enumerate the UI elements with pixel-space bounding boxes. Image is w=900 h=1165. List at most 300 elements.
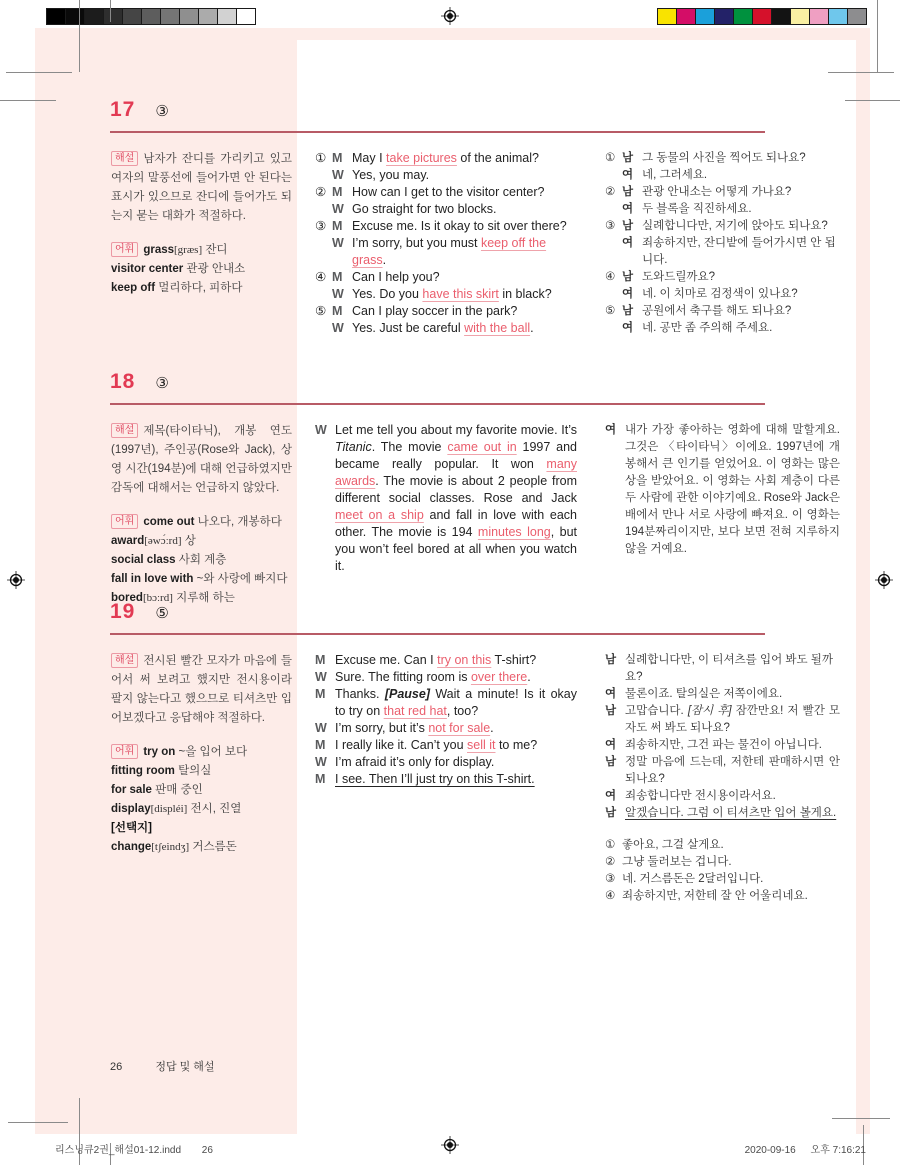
line-text: [335, 422, 577, 575]
text-segment: Excuse me. Can I: [335, 653, 438, 667]
speaker-label: 남: [605, 756, 617, 768]
highlight-phrase: Titanic: [335, 440, 372, 454]
speaker-label: M: [332, 270, 343, 284]
speaker-label: 여: [605, 790, 617, 802]
dialogue-line: [605, 805, 840, 822]
speaker-label: W: [315, 721, 327, 735]
text-segment: May I: [352, 151, 387, 165]
line-number: [315, 286, 332, 303]
grayscale-calibration-bar: [46, 8, 256, 25]
vocab-term: try on: [143, 746, 176, 758]
line-number: [605, 286, 622, 303]
text-segment: and fall in love with each other. The movie is 194: [335, 508, 578, 539]
line-text: [335, 771, 577, 788]
text-segment: . The movie: [371, 440, 448, 454]
pink-right-strip: [856, 28, 870, 1134]
speaker-label: M: [315, 772, 326, 786]
registration-mark-icon: [7, 571, 25, 589]
vocab-meaning: 나오다, 개봉하다: [194, 516, 282, 528]
dialogue-line: [315, 737, 577, 754]
pink-top-strip: [35, 28, 870, 40]
section-rule: [110, 131, 765, 133]
line-number: ④: [315, 270, 327, 284]
dialogue-line: [315, 771, 577, 788]
color-swatch: [714, 9, 733, 24]
dialogue-script-column: [315, 652, 577, 788]
dialogue-line: [315, 269, 577, 286]
line-number: ①: [605, 152, 616, 164]
vocab-meaning: 관광 안내소: [183, 263, 246, 275]
color-swatch: [828, 9, 847, 24]
speaker-label: 남: [622, 271, 634, 283]
crop-mark: [877, 0, 878, 72]
dialogue-line: [605, 235, 840, 269]
explanation-text: 제목(타이타닉), 개봉 연도(1997년), 주인공(Rose와 Jack), 상영 시간(194분)에 대해 언급하였지만 감독에 대해서는 언급하지 않았다.: [111, 425, 292, 494]
dialogue-line: [605, 269, 840, 286]
highlight-phrase: minutes long: [477, 525, 551, 539]
speaker-label: 남: [622, 220, 634, 232]
explanation-text: 전시된 빨간 모자가 마음에 들어서 써 보려고 했지만 전시용이라 팔지 않는다고 했으므로 티셔츠만 입어보겠다고 응답해야 적절하다.: [111, 655, 292, 724]
crop-mark: [6, 72, 72, 73]
dialogue-line: [315, 422, 577, 575]
dialogue-line: [315, 669, 577, 686]
vocab-meaning: 멀리하다, 피하다: [155, 282, 243, 294]
line-text: [335, 754, 577, 771]
highlight-phrase: many awards: [335, 457, 577, 488]
dialogue-line: [605, 837, 840, 854]
speaker-label: 남: [605, 807, 617, 819]
vocab-divider-label: [선택지]: [111, 822, 152, 834]
highlight-phrase: meet on a ship: [335, 508, 424, 522]
speaker-label: 남: [622, 152, 634, 164]
text-segment: I’m sorry, but it’s: [335, 721, 429, 735]
grayscale-swatch: [160, 9, 179, 24]
section-answer: ③: [155, 375, 169, 392]
speaker-label: 여: [622, 288, 634, 300]
text-segment: 잠깐만요! 저 빨간 모자도 써 봐도 되나요?: [625, 705, 840, 734]
line-text: [642, 184, 840, 201]
line-number: [315, 235, 332, 269]
vocab-list: [111, 241, 292, 298]
vocab-term: change: [111, 841, 152, 853]
line-number: [605, 167, 622, 184]
vocab-meaning: 탈의실: [174, 765, 212, 777]
dialogue-line: [605, 422, 840, 558]
vocab-badge: 어휘: [111, 242, 138, 257]
line-text: [642, 167, 840, 184]
dialogue-line: [605, 320, 840, 337]
line-text: [625, 788, 840, 805]
slug-time: 오후 7:16:21: [810, 1145, 866, 1156]
speaker-label: 남: [605, 705, 617, 717]
line-number: ④: [605, 890, 616, 902]
line-text: [642, 269, 840, 286]
line-text: [352, 286, 577, 303]
explanation-badge: 해설: [111, 653, 138, 668]
text-segment: 1997 and became really popular. It won: [335, 440, 577, 471]
line-number: ③: [605, 220, 616, 232]
slug-date: 2020-09-16: [744, 1145, 796, 1156]
crop-mark: [8, 1122, 68, 1123]
line-text: [335, 652, 577, 669]
crop-mark: [79, 0, 80, 72]
section-heading: [110, 370, 169, 394]
vocab-meaning: 거스름돈: [189, 841, 237, 853]
slug-page: 26: [201, 1145, 213, 1156]
slug-file: 리스닝큐2권_해설01-12.indd: [55, 1145, 182, 1156]
vocab-entry: [111, 762, 292, 781]
crop-mark: [845, 100, 900, 101]
speaker-label: M: [332, 151, 343, 165]
text-segment: 실례합니다만, 저기에 앉아도 되나요?: [642, 220, 828, 232]
grayscale-swatch: [236, 9, 255, 24]
vocab-entry: [111, 800, 292, 819]
line-number: ①: [315, 151, 327, 165]
vocab-entry: [111, 743, 292, 762]
crop-mark: [828, 72, 894, 73]
line-text: [625, 686, 840, 703]
vocab-term: come out: [143, 516, 195, 528]
vocab-entry: [111, 532, 292, 551]
text-segment: How can I get to the visitor center?: [352, 185, 545, 199]
text-segment: 공원에서 축구를 해도 되나요?: [642, 305, 792, 317]
translation-column: [605, 150, 840, 337]
registration-mark-icon: [875, 571, 893, 589]
dialogue-line: [605, 686, 840, 703]
dialogue-line: [605, 652, 840, 686]
text-segment: , too?: [446, 704, 479, 718]
vocab-term: grass: [143, 244, 175, 256]
text-segment: Can I help you?: [352, 270, 440, 284]
vocab-term: award: [111, 535, 145, 547]
dialogue-line: [605, 184, 840, 201]
line-text: [625, 805, 840, 822]
text-segment: Can I play soccer in the park?: [352, 304, 518, 318]
page-footer: [110, 1058, 215, 1074]
color-swatch: [658, 9, 676, 24]
line-text: [625, 703, 840, 737]
speaker-label: 남: [622, 186, 634, 198]
line-text: [352, 235, 577, 269]
text-segment: 도와드릴까요?: [642, 271, 716, 283]
line-text: [622, 871, 840, 888]
vocab-meaning: 전시, 진열: [187, 803, 242, 815]
line-number: ⑤: [315, 304, 327, 318]
text-segment: 죄송합니다만 전시용이라서요.: [625, 790, 776, 802]
line-number: [315, 201, 332, 218]
speaker-label: 여: [622, 169, 634, 181]
section-number: 17: [110, 98, 136, 121]
text-segment: I really like it. Can’t you: [335, 738, 467, 752]
line-number: ③: [315, 219, 327, 233]
section-number: 18: [110, 370, 136, 393]
text-segment: 좋아요, 그걸 살게요.: [622, 839, 724, 851]
dialogue-line: [315, 150, 577, 167]
dialogue-line: [605, 218, 840, 235]
page-number: 26: [110, 1061, 123, 1073]
speaker-label: W: [332, 202, 344, 216]
text-segment: . The movie is about 2 people from different social classes. Rose and Jack: [335, 474, 577, 505]
section-answer: ③: [155, 103, 169, 120]
speaker-label: 여: [622, 322, 634, 334]
explanation-badge: 해설: [111, 151, 138, 166]
vocab-term: bored: [111, 592, 143, 604]
vocab-term: for sale: [111, 784, 152, 796]
dialogue-line: [315, 167, 577, 184]
vocab-entry: [111, 241, 292, 260]
line-text: [642, 303, 840, 320]
dialogue-line: [605, 303, 840, 320]
text-segment: 네. 이 치마로 검정색이 있나요?: [642, 288, 798, 300]
text-segment: .: [530, 321, 534, 335]
vocab-list: [111, 743, 292, 857]
text-segment: 죄송하지만, 저한테 잘 안 어울리네요.: [622, 890, 808, 902]
line-text: [642, 201, 840, 218]
explanation-paragraph: [111, 652, 292, 728]
dialogue-line: [315, 652, 577, 669]
speaker-label: W: [332, 236, 344, 250]
dialogue-line: [315, 754, 577, 771]
highlight-phrase: have this skirt: [422, 287, 499, 301]
highlight-phrase: try on this: [437, 653, 492, 667]
crop-mark: [832, 1118, 890, 1119]
speaker-label: 여: [605, 424, 617, 436]
text-segment: 네. 공만 좀 주의해 주세요.: [642, 322, 773, 334]
section-rule: [110, 403, 765, 405]
text-segment: 두 블록을 직진하세요.: [642, 203, 752, 215]
dialogue-line: [605, 788, 840, 805]
text-segment: , but you won’t feel bored at all when you watch it.: [335, 525, 578, 573]
vocab-pronunciation: [bɔːrd]: [142, 592, 173, 604]
highlight-phrase: not for sale: [428, 721, 491, 735]
dialogue-line: [605, 703, 840, 737]
text-segment: 정말 마음에 드는데, 저한테 판매하시면 안 되나요?: [625, 756, 840, 785]
section-sidebar: [111, 422, 292, 608]
section-sidebar: [111, 652, 292, 857]
text-segment: 그냥 둘러보는 겁니다.: [622, 856, 732, 868]
explanation-paragraph: [111, 150, 292, 226]
grayscale-swatch: [84, 9, 103, 24]
speaker-label: W: [315, 755, 327, 769]
line-text: [622, 837, 840, 854]
dialogue-line: [605, 167, 840, 184]
dialogue-line: [315, 303, 577, 320]
section-answer: ⑤: [155, 605, 169, 622]
color-swatch: [790, 9, 809, 24]
line-text: [622, 854, 840, 871]
text-segment: T-shirt?: [491, 653, 537, 667]
text-segment: 실례합니다만, 이 티셔츠를 입어 봐도 될까요?: [625, 654, 834, 683]
highlight-phrase: over there: [470, 670, 528, 684]
vocab-entry: [111, 279, 292, 298]
dialogue-line: [605, 754, 840, 788]
section-rule: [110, 633, 765, 635]
text-segment: 죄송하지만, 그건 파는 물건이 아닙니다.: [625, 739, 822, 751]
line-text: [625, 422, 840, 558]
dialogue-line: [315, 218, 577, 235]
text-segment: 내가 가장 좋아하는 영화에 대해 말할게요. 그것은 〈타이타닉〉이에요. 1997년에 개봉해서 큰 인기를 얻었어요. 이 영화는 많은 상을 받았어요. 이 영화는 사회 계층이 다른 두 사람에 관한 이야기예요. Rose와 Jack은 배에서 만나 서로 사랑에 빠져요. 이 영화는 194분짜리이지만, 보다 보면 전혀 지루하지 않을 거예요.: [625, 424, 840, 555]
speaker-label: M: [315, 738, 326, 752]
text-segment: Yes. Just be careful: [352, 321, 465, 335]
section-heading: [110, 98, 169, 122]
text-segment: Yes. Do you: [352, 287, 423, 301]
speaker-label: M: [332, 304, 343, 318]
speaker-label: W: [332, 287, 344, 301]
speaker-label: 여: [605, 688, 617, 700]
dialogue-line: [605, 871, 840, 888]
text-segment: Sure. The fitting room is: [335, 670, 471, 684]
vocab-meaning: 상: [181, 535, 196, 547]
highlight-phrase: [Pause]: [384, 687, 430, 701]
highlight-phrase: I see. Then I’ll just try on this T-shirt.: [335, 772, 535, 786]
text-segment: Let me tell you about my favorite movie. It’s: [335, 423, 577, 437]
crop-mark: [0, 100, 56, 101]
line-text: [335, 669, 577, 686]
grayscale-swatch: [217, 9, 236, 24]
line-text: [352, 150, 577, 167]
vocab-divider-line: [111, 819, 292, 838]
vocab-entry: [111, 260, 292, 279]
speaker-label: M: [315, 687, 326, 701]
vocab-entry: [111, 513, 292, 532]
text-segment: .: [382, 253, 387, 267]
line-number: [315, 167, 332, 184]
speaker-label: W: [332, 321, 344, 335]
dialogue-line: [315, 720, 577, 737]
line-text: [642, 218, 840, 235]
speaker-label: M: [332, 185, 343, 199]
speaker-label: 남: [605, 654, 617, 666]
text-segment: Thanks.: [335, 687, 385, 701]
line-text: [622, 888, 840, 905]
dialogue-line: [315, 686, 577, 720]
line-text: [642, 286, 840, 303]
speaker-label: W: [315, 423, 327, 437]
explanation-badge: 해설: [111, 423, 138, 438]
grayscale-swatch: [179, 9, 198, 24]
line-text: [642, 320, 840, 337]
highlight-phrase: that red hat: [383, 704, 447, 718]
highlight-phrase: take pictures: [386, 151, 457, 165]
line-number: [315, 320, 332, 337]
speaker-label: M: [315, 653, 326, 667]
vocab-meaning: 잔디: [202, 244, 228, 256]
explanation-text: 남자가 잔디를 가리키고 있고 여자의 말풍선에 들어가면 안 된다는 표시가 있으므로 잔디에 들어가도 되는지 묻는 대화가 적절하다.: [111, 153, 292, 222]
text-segment: I’m afraid it’s only for display.: [335, 755, 495, 769]
text-segment: Excuse me. Is it okay to sit over there?: [352, 219, 567, 233]
line-text: [352, 320, 577, 337]
vocab-pronunciation: [græs]: [174, 244, 203, 256]
vocab-pronunciation: [tʃeindʒ]: [151, 841, 190, 853]
line-text: [335, 686, 577, 720]
explanation-paragraph: [111, 422, 292, 498]
line-text: [625, 652, 840, 686]
vocab-term: keep off: [111, 282, 156, 294]
line-number: [605, 235, 622, 269]
highlight-phrase: sell it: [467, 738, 496, 752]
speaker-label: 남: [622, 305, 634, 317]
text-segment: in black?: [498, 287, 552, 301]
vocab-list: [111, 513, 292, 608]
grayscale-swatch: [141, 9, 160, 24]
line-number: ④: [605, 271, 616, 283]
vocab-entry: [111, 781, 292, 800]
color-swatch: [752, 9, 771, 24]
registration-mark-icon: [441, 1136, 459, 1154]
registration-mark-icon: [441, 7, 459, 25]
text-segment: 물론이죠. 탈의실은 저쪽이에요.: [625, 688, 783, 700]
color-swatch: [676, 9, 695, 24]
vocab-term: social class: [111, 554, 176, 566]
dialogue-line: [315, 235, 577, 269]
color-swatch: [695, 9, 714, 24]
highlight-phrase: 알겠습니다. 그럼 이 티셔츠만 입어 볼게요.: [625, 807, 837, 819]
vocab-meaning: 판매 중인: [151, 784, 203, 796]
line-number: ②: [315, 185, 327, 199]
line-number: ③: [605, 873, 616, 885]
grayscale-swatch: [103, 9, 122, 24]
page-footer-label: 정답 및 해설: [155, 1061, 215, 1073]
dialogue-line: [605, 286, 840, 303]
print-slug-datetime: [745, 1141, 866, 1156]
dialogue-line: [605, 150, 840, 167]
grayscale-swatch: [122, 9, 141, 24]
crop-mark: [110, 0, 111, 22]
text-segment: Wait a minute! Is it okay to try on: [335, 687, 577, 718]
text-segment: 관광 안내소는 어떻게 가나요?: [642, 186, 792, 198]
text-segment: 그 동물의 사진을 찍어도 되나요?: [642, 152, 806, 164]
vocab-term: fall in love with: [111, 573, 194, 585]
line-text: [625, 737, 840, 754]
highlight-phrase: keep off the grass: [352, 236, 547, 267]
speaker-label: M: [332, 219, 343, 233]
speaker-label: 여: [605, 739, 617, 751]
line-text: [335, 737, 577, 754]
dialogue-line: [315, 286, 577, 303]
dialogue-line: [315, 201, 577, 218]
line-text: [625, 754, 840, 788]
vocab-term: display: [111, 803, 151, 815]
color-swatch: [771, 9, 790, 24]
line-number: [605, 320, 622, 337]
vocab-entry: [111, 838, 292, 857]
dialogue-line: [315, 320, 577, 337]
line-text: [352, 218, 577, 235]
dialogue-line: [605, 854, 840, 871]
section-sidebar: [111, 150, 292, 298]
section-heading: [110, 600, 169, 624]
line-text: [642, 235, 840, 269]
color-swatch: [809, 9, 828, 24]
text-segment: 죄송하지만, 잔디밭에 들어가시면 안 됩니다.: [642, 237, 836, 266]
highlight-phrase: with the ball: [464, 321, 531, 335]
vocab-badge: 어휘: [111, 744, 138, 759]
text-segment: to me?: [495, 738, 538, 752]
line-text: [352, 303, 577, 320]
text-segment: 네. 거스름돈은 2달러입니다.: [622, 873, 764, 885]
text-segment: 고맙습니다.: [625, 705, 688, 717]
text-segment: Yes, you may.: [352, 168, 430, 182]
text-segment: I’m sorry, but you must: [352, 236, 481, 250]
line-number: ⑤: [605, 305, 616, 317]
line-text: [352, 184, 577, 201]
color-swatch: [733, 9, 752, 24]
line-text: [335, 720, 577, 737]
line-number: [605, 201, 622, 218]
speaker-label: W: [315, 670, 327, 684]
vocab-entry: [111, 570, 292, 589]
highlight-phrase: [잠시 후]: [687, 705, 732, 717]
